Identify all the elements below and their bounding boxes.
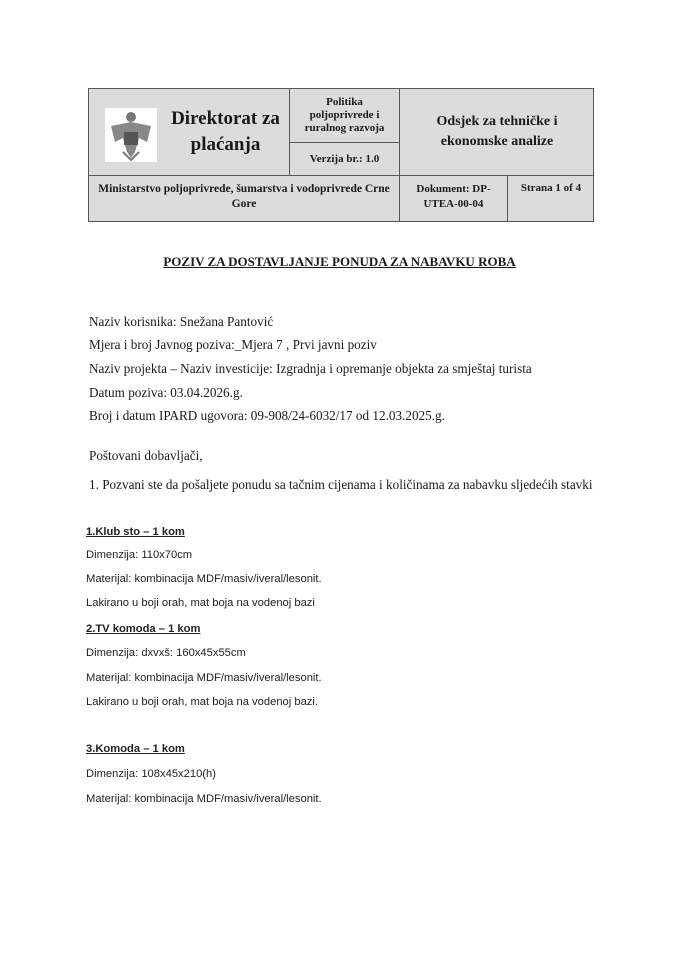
policy-cell: Politika poljoprivrede i ruralnog razvoja [290, 89, 400, 143]
item-line: Materijal: kombinacija MDF/masiv/iveral/lesonit. [86, 573, 322, 585]
greeting: Poštovani dobavljači, [89, 448, 203, 463]
item-heading: 2.TV komoda – 1 kom [86, 623, 201, 635]
item-line: Dimenzija: 108x45x210(h) [86, 768, 216, 780]
item-line: Lakirano u boji orah, mat boja na vodenoj bazi. [86, 696, 318, 708]
item-line: Dimenzija: dxvxš: 160x45x55cm [86, 647, 246, 659]
ministry-cell: Ministarstvo poljoprivrede, šumarstva i vodoprivrede Crne Gore [89, 176, 400, 222]
version-cell: Verzija br.: 1.0 [290, 143, 400, 176]
item-line: Dimenzija: 110x70cm [86, 549, 193, 561]
document-header-table [88, 88, 594, 222]
document-cell: Dokument: DP-UTEA-00-04 [400, 176, 508, 222]
intro-paragraph: 1. Pozvani ste da pošaljete ponudu sa tačnim cijenama i količinama za nabavku sljedećih stavki [89, 477, 593, 492]
document-title: POZIV ZA DOSTAVLJANJE PONUDA ZA NABAVKU ROBA [163, 254, 516, 269]
info-line: Mjera i broj Javnog poziva:_Mjera 7 , Prvi javni poziv [89, 337, 377, 352]
org-cell [89, 89, 290, 176]
item-line: Materijal: kombinacija MDF/masiv/iveral/lesonit. [86, 793, 322, 805]
info-line: Naziv korisnika: Snežana Pantović [89, 314, 274, 329]
item-line: Materijal: kombinacija MDF/masiv/iveral/lesonit. [86, 672, 322, 684]
department-cell: Odsjek za tehničke i ekonomske analize [400, 89, 594, 176]
item-heading: 3.Komoda – 1 kom [86, 743, 185, 755]
info-line: Naziv projekta – Naziv investicije: Izgradnja i opremanje objekta za smještaj turista [89, 361, 532, 376]
info-line: Broj i datum IPARD ugovora: 09-908/24-6032/17 od 12.03.2025.g. [89, 408, 445, 423]
page-cell: Strana 1 of 4 [520, 182, 582, 194]
org-title: Direktorat za plaćanja [171, 108, 280, 155]
item-line: Lakirano u boji orah, mat boja na vodenoj bazi [86, 597, 315, 609]
item-heading: 1.Klub sto – 1 kom [86, 526, 185, 538]
document-title-wrap [0, 254, 679, 270]
info-line: Datum poziva: 03.04.2026.g. [89, 385, 243, 400]
coat-of-arms-icon [105, 108, 157, 162]
